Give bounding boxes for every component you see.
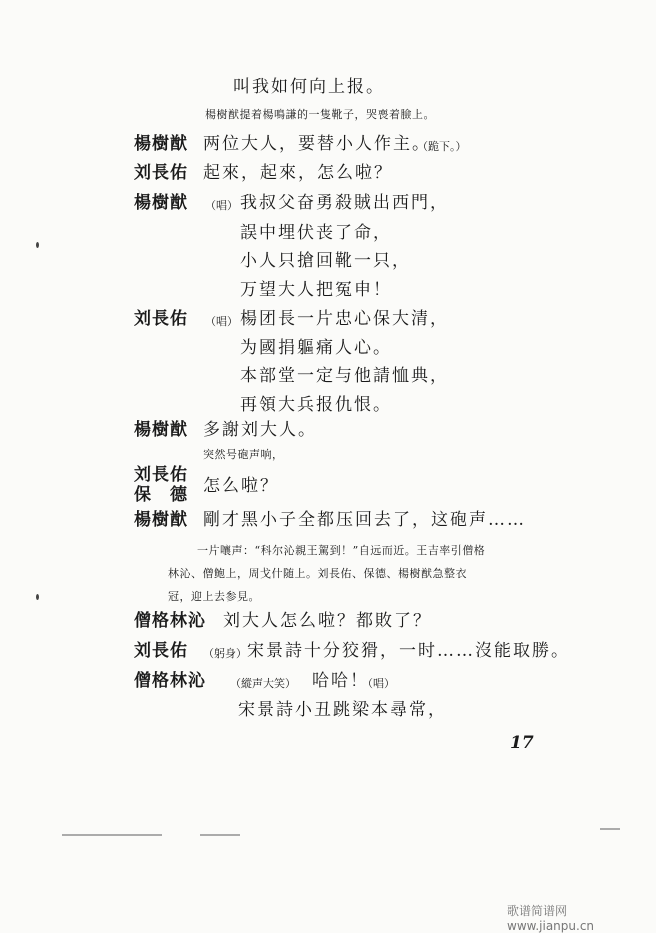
dialogue-line: 刘大人怎么啦？都敗了？: [223, 611, 432, 631]
verse-line: 叫我如何向上报。: [233, 77, 385, 97]
dialogue-line: 宋景詩十分狡猾，一时……沒能取勝。: [247, 641, 570, 661]
verse-line: 万望大人把冤申！: [240, 280, 392, 300]
speaker-name: 僧格林沁: [134, 611, 206, 631]
dialogue-line: 哈哈！: [312, 671, 369, 691]
stage-direction: 一片嚷声：“科尔沁親王駕到！”自远而近。王吉率引僧格: [197, 544, 486, 557]
speaker-name: 楊樹猷: [134, 134, 188, 154]
watermark: 歌谱简谱网 www.jianpu.cn: [507, 904, 595, 933]
stage-direction: 楊樹猷提着楊鳴謙的一隻靴子，哭喪着臉上。: [205, 108, 435, 121]
speaker-name: 刘長佑: [134, 163, 188, 183]
dialogue-line: 两位大人，要替小人作主。: [203, 134, 431, 154]
scan-speck: [36, 594, 39, 600]
dialogue-line: 多謝刘大人。: [203, 420, 317, 440]
speaker-name-line: 保 德: [134, 485, 188, 505]
dialogue-line: 剛才黑小子全都压回去了，这砲声……: [203, 510, 526, 530]
stage-direction: 冠，迎上去参見。: [168, 590, 260, 603]
verse-line: 再領大兵报仇恨。: [240, 395, 392, 415]
dialogue-line: 楊团長一片忠心保大清，: [240, 309, 449, 329]
verse-line: 本部堂一定与他請恤典，: [240, 366, 449, 386]
scan-mark: [62, 834, 162, 836]
verse-line: 小人只搶回靴一只，: [240, 251, 411, 271]
verse-line: 为國捐軀痛人心。: [240, 338, 392, 358]
dialogue-line: 怎么啦？: [203, 476, 279, 496]
verse-line: 誤中埋伏丧了命，: [240, 223, 392, 243]
stage-direction-inline: （跪下。）: [417, 140, 467, 153]
dialogue-line: 起來，起來，怎么啦？: [203, 163, 393, 183]
speaker-name: 楊樹猷: [134, 420, 188, 440]
speaker-name: 僧格林沁: [134, 671, 206, 691]
verse-line: 宋景詩小丑跳梁本尋常，: [238, 700, 447, 720]
stage-direction-inline: （縱声大笑）: [230, 677, 296, 690]
stage-direction: 林沁、僧鲍上，周戈什随上。刘長佑、保德、楊樹猷急整衣: [168, 567, 467, 580]
speaker-name: 刘長佑: [134, 641, 188, 661]
page-number: 17: [510, 733, 534, 753]
speaker-name: [134, 465, 188, 505]
scan-mark: [200, 834, 240, 836]
stage-direction: 突然号砲声响，: [203, 448, 284, 461]
stage-direction-inline: （唱）: [362, 677, 395, 690]
speaker-name: 楊樹猷: [134, 510, 188, 530]
stage-direction-inline: （躬身）: [203, 647, 247, 660]
scan-mark: [600, 828, 620, 830]
speaker-name: 刘長佑: [134, 309, 188, 329]
scan-speck: [36, 242, 39, 248]
stage-direction-inline: （唱）: [205, 199, 238, 212]
speaker-name-line: 刘長佑: [134, 465, 188, 485]
stage-direction-inline: （唱）: [205, 315, 238, 328]
dialogue-line: 我叔父奋勇殺賊出西門，: [240, 193, 449, 213]
speaker-name: 楊樹猷: [134, 193, 188, 213]
